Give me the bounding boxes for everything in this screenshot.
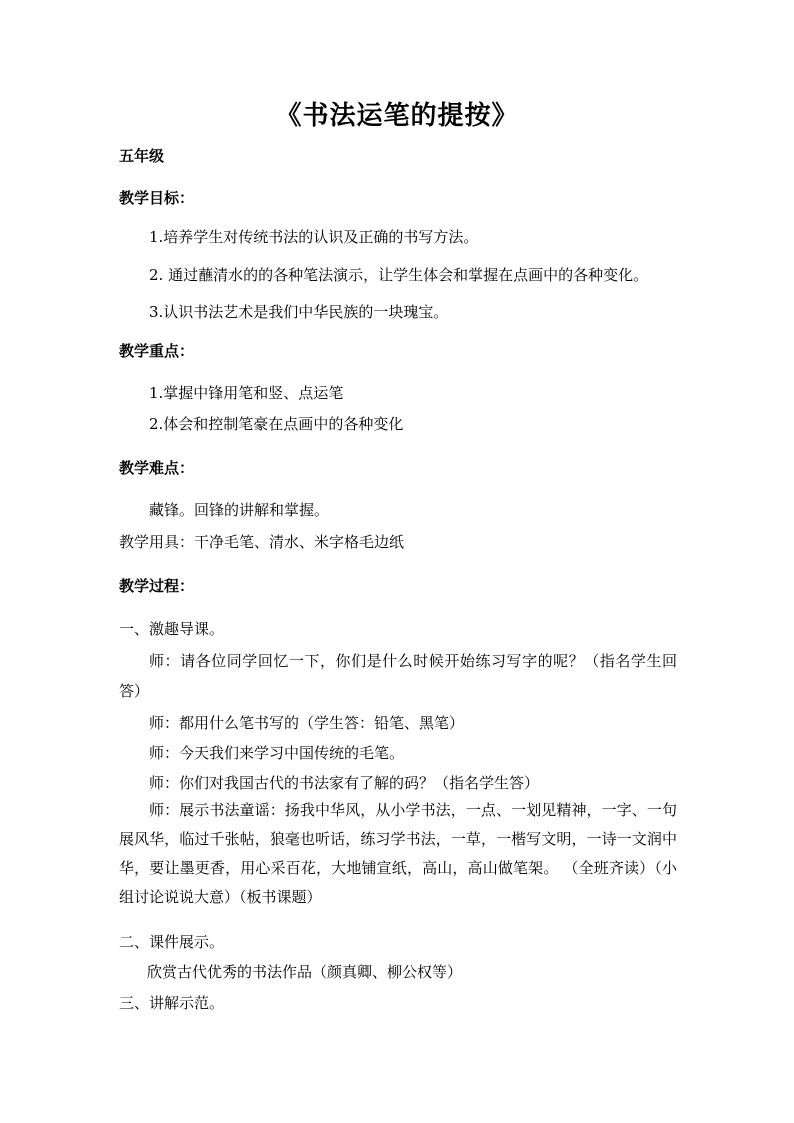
document-title: 《书法运笔的提按》 (275, 101, 519, 131)
grade-label: 五年级 (119, 147, 165, 165)
objective-item: 3.认识书法艺术是我们中华民族的一块瑰宝。 (149, 303, 449, 321)
key-points-heading: 教学重点： (119, 342, 195, 360)
objective-item: 2. 通过蘸清水的的各种笔法演示，让学生体会和掌握在点画中的各种变化。 (149, 266, 649, 284)
paragraph: 师：今天我们来学习中国传统的毛笔。 (149, 744, 405, 762)
section-title: 一、激趣导课。 (119, 620, 225, 638)
paragraph: 师：你们对我国古代的书法家有了解的码？（指名学生答） (149, 774, 540, 792)
key-point-item: 1.掌握中锋用笔和竖、点运笔 (149, 384, 344, 402)
teaching-tools: 教学用具：干净毛笔、清水、米字格毛边纸 (119, 533, 405, 551)
key-point-item: 2.体会和控制笔豪在点画中的各种变化 (149, 415, 404, 433)
difficulties-text: 藏锋。回锋的讲解和掌握。 (149, 501, 330, 519)
objective-item: 1.培养学生对传统书法的认识及正确的书写方法。 (149, 228, 479, 246)
objectives-heading: 教学目标： (119, 189, 195, 207)
paragraph: 欣赏古代优秀的书法作品（颜真卿、柳公权等） (147, 963, 463, 981)
section-title: 三、讲解示范。 (119, 994, 225, 1012)
paragraph: 师：展示书法童谣：扬我中华风，从小学书法，一点、一划见精神，一字、一句展风华，临过千张帖，狼毫也听话，练习学书法，一草，一楷写文明，一诗一文润中华，要让墨更香，用心采百花，大地铺宣纸，高山，高山做笔架。 （全班齐读）（小组讨论说说大意）（板书课题） (119, 801, 677, 906)
difficulties-heading: 教学难点： (119, 459, 195, 477)
section-title: 二、课件展示。 (119, 933, 225, 951)
paragraph: 师：请各位同学回忆一下，你们是什么时候开始练习写字的呢？（指名学生回答） (119, 652, 677, 700)
paragraph: 师：都用什么笔书写的（学生答：铅笔、黑笔） (149, 714, 465, 732)
process-heading: 教学过程： (119, 577, 195, 595)
